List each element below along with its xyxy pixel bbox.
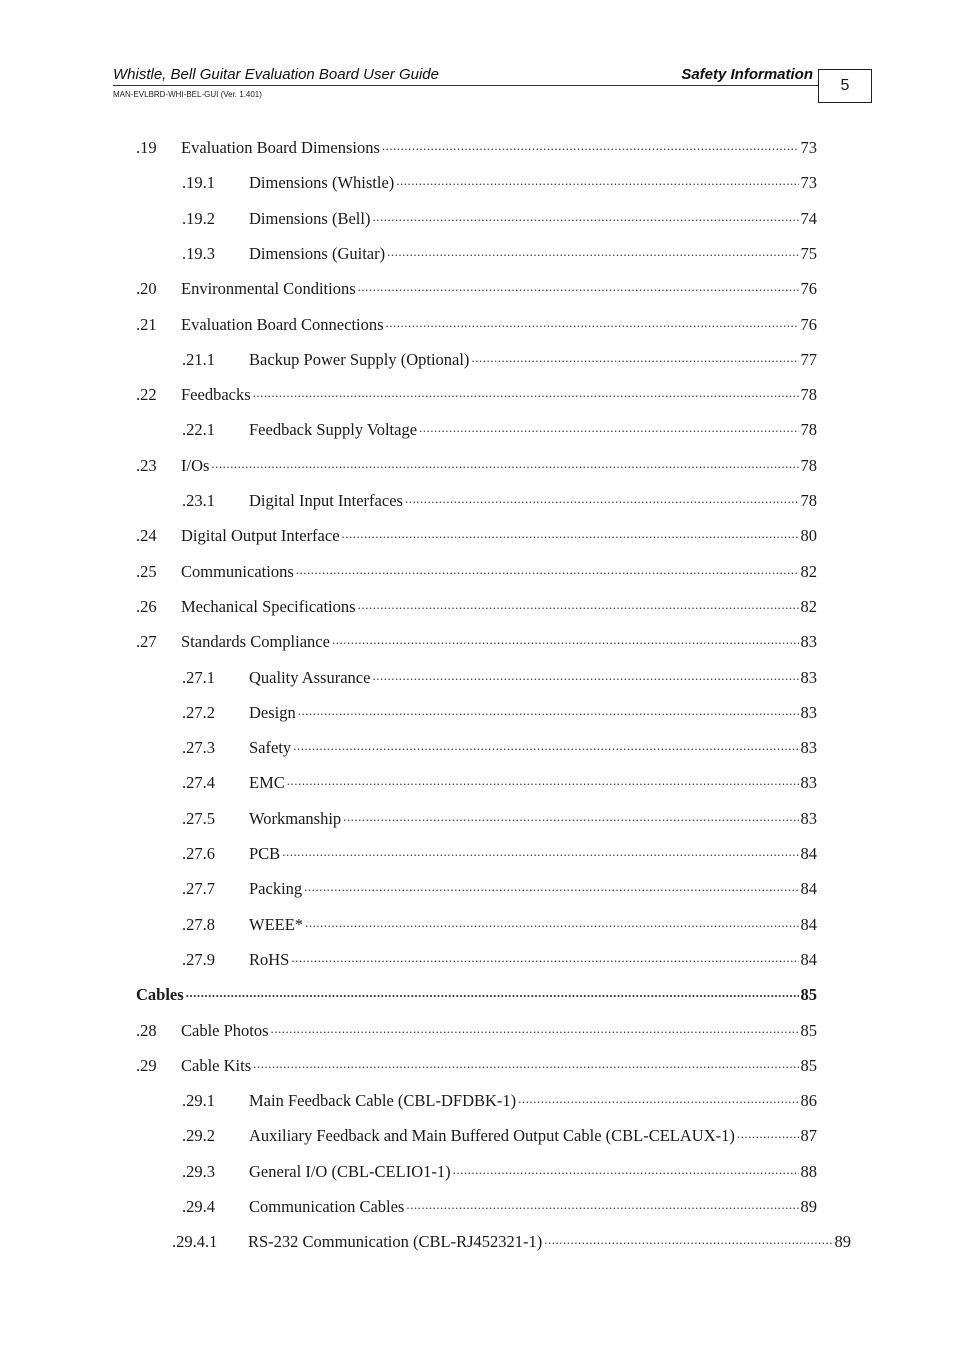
toc-entry-title: Feedbacks xyxy=(181,385,251,405)
toc-entry-title: Evaluation Board Dimensions xyxy=(181,138,380,157)
toc-entry-title: WEEE* xyxy=(249,914,304,934)
toc-entry-title: General I/O (CBL-CELIO1-1) xyxy=(249,1161,451,1181)
toc-entry-title: EMC xyxy=(249,773,285,793)
toc-entry-title: Feedback Supply Voltage xyxy=(249,420,418,440)
toc-dot-leader xyxy=(287,772,799,788)
toc-dot-leader xyxy=(518,1090,798,1106)
toc-entry-number: .29 xyxy=(136,1055,157,1075)
toc-dot-leader xyxy=(293,737,798,753)
toc-entry-number: .27.7 xyxy=(182,879,215,899)
toc-entry[interactable] xyxy=(182,808,817,830)
toc-entry[interactable] xyxy=(136,631,817,653)
toc-dot-leader xyxy=(332,631,799,647)
toc-entry[interactable] xyxy=(182,667,817,689)
toc-entry[interactable] xyxy=(182,172,817,194)
toc-entry-page: 84 xyxy=(800,914,817,934)
toc-entry[interactable] xyxy=(182,208,817,230)
toc-entry-page: 78 xyxy=(800,491,817,510)
toc-entry-title: PCB xyxy=(249,844,281,863)
toc-entry-number: .29.2 xyxy=(182,1126,215,1146)
toc-entry[interactable] xyxy=(136,314,817,336)
toc-entry[interactable] xyxy=(182,1161,817,1183)
toc-entry-page: 84 xyxy=(800,879,817,899)
toc-dot-leader xyxy=(372,208,798,224)
toc-entry[interactable] xyxy=(182,1196,817,1218)
toc-entry-page: 80 xyxy=(800,526,817,546)
toc-entry[interactable] xyxy=(136,278,817,300)
toc-dot-leader xyxy=(453,1161,799,1177)
toc-entry-title: Standards Compliance xyxy=(181,632,330,652)
toc-entry-page: 75 xyxy=(800,243,817,263)
toc-entry[interactable] xyxy=(182,878,817,900)
toc-dot-leader xyxy=(304,878,798,894)
toc-dot-leader xyxy=(282,843,798,859)
toc-entry[interactable] xyxy=(136,455,817,477)
toc-entry-title: RS-232 Communication (CBL-RJ452321-1) xyxy=(248,1232,543,1252)
toc-entry-page: 76 xyxy=(800,279,817,299)
toc-entry-number: .24 xyxy=(136,526,157,546)
toc-entry-number: .29.4.1 xyxy=(172,1232,218,1252)
toc-entry-number: .22.1 xyxy=(182,420,215,440)
toc-entry-page: 78 xyxy=(800,385,817,405)
toc-entry[interactable] xyxy=(182,949,817,971)
toc-dot-leader xyxy=(253,384,799,400)
toc-entry-number: .21.1 xyxy=(182,349,215,369)
toc-entry[interactable] xyxy=(172,1231,851,1253)
toc-dot-leader xyxy=(406,1196,798,1212)
toc-entry[interactable] xyxy=(136,561,817,583)
toc-entry-page: 83 xyxy=(800,667,817,687)
toc-entry[interactable] xyxy=(182,772,817,794)
toc-entry-number: .27 xyxy=(136,632,157,652)
toc-entry[interactable] xyxy=(136,137,817,159)
toc-entry-page: 88 xyxy=(800,1161,817,1181)
toc-entry-page: 73 xyxy=(800,173,817,193)
toc-dot-leader xyxy=(253,1055,798,1071)
toc-dot-leader xyxy=(343,808,798,824)
toc-dot-leader xyxy=(305,914,798,930)
toc-entry-number: .27.2 xyxy=(182,702,215,722)
toc-entry-number: .19.3 xyxy=(182,243,215,263)
toc-entry-title: Mechanical Specifications xyxy=(181,596,356,616)
toc-entry-number: .19.2 xyxy=(182,208,215,228)
toc-entry-title: Cable Photos xyxy=(181,1020,269,1040)
toc-entry[interactable] xyxy=(136,596,817,618)
toc-entry-title: Dimensions (Guitar) xyxy=(249,243,386,263)
toc-entry-page: 86 xyxy=(800,1091,817,1111)
toc-entry[interactable] xyxy=(182,419,817,441)
toc-dot-leader xyxy=(296,561,799,577)
toc-entry-number: .19.1 xyxy=(182,173,215,193)
toc-entry-number: .21 xyxy=(136,314,157,334)
toc-entry[interactable] xyxy=(136,1055,817,1077)
toc-entry-title: Digital Output Interface xyxy=(181,526,340,546)
toc-entry-number: .27.1 xyxy=(182,667,215,687)
toc-entry-page: 85 xyxy=(800,1020,817,1040)
section-title: Safety Information xyxy=(681,66,813,83)
toc-entry-title: Auxiliary Feedback and Main Buffered Output Cable (CBL-CELAUX-1) xyxy=(249,1126,735,1146)
toc-entry-title: Design xyxy=(249,702,296,722)
toc-dot-leader xyxy=(358,278,799,294)
toc-dot-leader xyxy=(387,243,798,259)
toc-dot-leader xyxy=(298,702,799,718)
toc-entry[interactable] xyxy=(182,349,817,371)
toc-dot-leader xyxy=(342,525,799,541)
toc-entry[interactable] xyxy=(182,1090,817,1112)
toc-entry-page: 85 xyxy=(800,985,817,1005)
toc-entry-title: Quality Assurance xyxy=(249,667,371,687)
toc-entry-number: .29.3 xyxy=(182,1161,215,1181)
toc-entry[interactable] xyxy=(182,243,817,265)
toc-entry-title: Backup Power Supply (Optional) xyxy=(249,349,470,369)
toc-entry-number: .29.1 xyxy=(182,1091,215,1111)
toc-entry-page: 76 xyxy=(800,314,817,334)
toc-entry-number: .26 xyxy=(136,596,157,616)
toc-entry-page: 74 xyxy=(800,208,817,228)
toc-entry-page: 78 xyxy=(800,420,817,440)
toc-dot-leader xyxy=(382,137,799,153)
toc-entry-page: 73 xyxy=(800,138,817,157)
toc-entry-title: Main Feedback Cable (CBL-DFDBK-1) xyxy=(249,1091,517,1111)
toc-dot-leader xyxy=(291,949,798,965)
toc-dot-leader xyxy=(737,1125,799,1141)
toc-entry[interactable] xyxy=(182,1125,817,1147)
toc-entry-page: 83 xyxy=(800,808,817,828)
toc-entry-title: Dimensions (Whistle) xyxy=(249,173,395,193)
toc-entry-number: .23 xyxy=(136,455,157,475)
toc-entry[interactable] xyxy=(182,490,817,512)
toc-dot-leader xyxy=(405,490,799,506)
toc-entry-page: 78 xyxy=(800,455,817,475)
toc-entry-page: 83 xyxy=(800,773,817,793)
toc-entry-page: 84 xyxy=(800,949,817,969)
toc-dot-leader xyxy=(419,419,798,435)
toc-entry-title: Workmanship xyxy=(249,808,342,828)
toc-entry-page: 83 xyxy=(800,702,817,722)
toc-entry[interactable] xyxy=(182,914,817,936)
toc-dot-leader xyxy=(271,1020,799,1036)
toc-entry[interactable] xyxy=(136,384,817,406)
page-number: 5 xyxy=(840,77,850,94)
toc-dot-leader xyxy=(358,596,799,612)
toc-entry-page: 84 xyxy=(800,844,817,863)
toc-entry-number: .23.1 xyxy=(182,491,215,510)
toc-entry-page: 83 xyxy=(800,738,817,758)
toc-entry-title: Safety xyxy=(249,738,292,758)
toc-entry-title: RoHS xyxy=(249,949,290,969)
document-title: Whistle, Bell Guitar Evaluation Board User Guide xyxy=(113,66,439,83)
toc-entry-number: .27.6 xyxy=(182,844,215,863)
toc-entry-page: 85 xyxy=(800,1055,817,1075)
toc-entry-number: .22 xyxy=(136,385,157,405)
toc-entry[interactable] xyxy=(182,843,817,865)
toc-entry-page: 82 xyxy=(800,561,817,581)
toc-entry-title: Digital Input Interfaces xyxy=(249,491,403,510)
toc-entry-page: 77 xyxy=(800,349,817,369)
toc-entry-number: .27.4 xyxy=(182,773,215,793)
toc-entry-title: I/Os xyxy=(181,455,210,475)
toc-entry[interactable] xyxy=(182,737,817,759)
toc-entry-title: Communication Cables xyxy=(249,1197,405,1216)
toc-entry-title: Communications xyxy=(181,561,294,581)
toc-entry-number: .19 xyxy=(136,138,157,157)
page-number-box xyxy=(818,69,872,103)
toc-entry-number: .27.3 xyxy=(182,738,215,758)
toc-entry-title: Cable Kits xyxy=(181,1055,252,1075)
toc-dot-leader xyxy=(211,455,798,471)
toc-entry[interactable] xyxy=(136,1020,817,1042)
toc-entry-title: Evaluation Board Connections xyxy=(181,314,384,334)
toc-entry-number: .27.5 xyxy=(182,808,215,828)
toc-entry-title: Cables xyxy=(136,985,184,1005)
toc-entry-number: .29.4 xyxy=(182,1197,215,1216)
document-id: MAN-EVLBRD-WHI-BEL-GUI (Ver. 1.401) xyxy=(113,90,262,99)
toc-dot-leader xyxy=(186,984,799,1000)
toc-dot-leader xyxy=(471,349,798,365)
toc-dot-leader xyxy=(386,314,799,330)
toc-entry[interactable] xyxy=(136,525,817,547)
toc-entry-page: 87 xyxy=(800,1126,817,1146)
toc-entry-title: Environmental Conditions xyxy=(181,279,356,299)
header-divider xyxy=(113,85,818,86)
toc-dot-leader xyxy=(544,1231,832,1247)
toc-entry-page: 82 xyxy=(800,596,817,616)
toc-entry[interactable] xyxy=(182,702,817,724)
toc-entry-title: Packing xyxy=(249,879,303,899)
toc-entry-number: .27.9 xyxy=(182,949,215,969)
toc-dot-leader xyxy=(396,172,798,188)
toc-entry[interactable] xyxy=(136,984,817,1006)
toc-entry-page: 89 xyxy=(834,1232,851,1252)
toc-entry-page: 89 xyxy=(800,1197,817,1216)
toc-dot-leader xyxy=(372,667,798,683)
toc-entry-number: .20 xyxy=(136,279,157,299)
toc-entry-number: .27.8 xyxy=(182,914,215,934)
toc-entry-title: Dimensions (Bell) xyxy=(249,208,371,228)
toc-entry-page: 83 xyxy=(800,632,817,652)
toc-entry-number: .25 xyxy=(136,561,157,581)
toc-entry-number: .28 xyxy=(136,1020,157,1040)
